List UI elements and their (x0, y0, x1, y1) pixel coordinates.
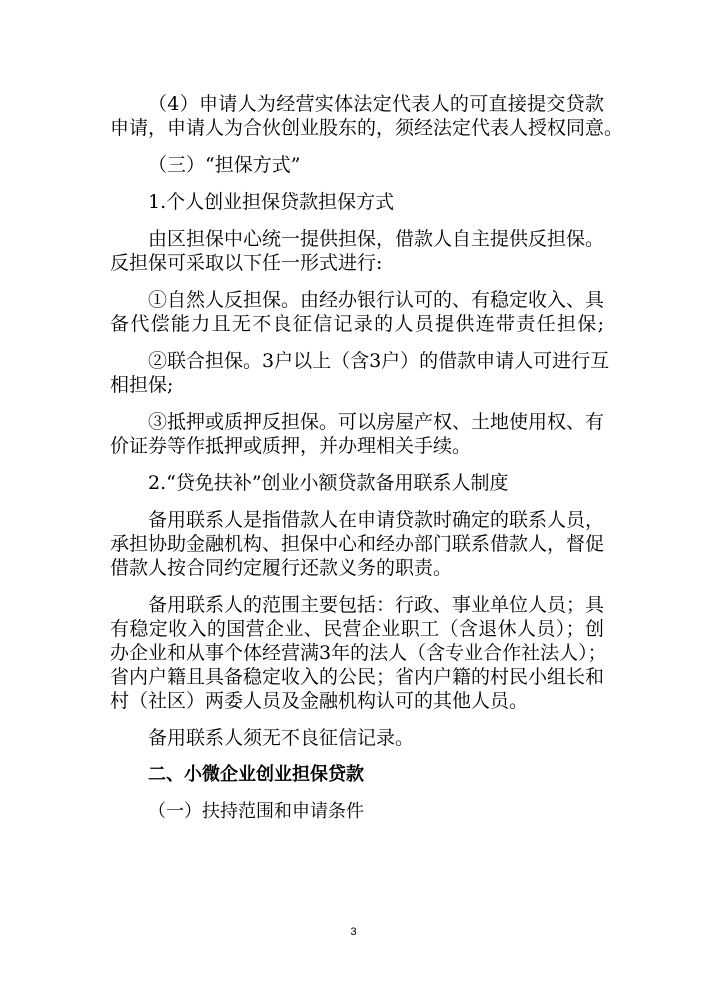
chapter-heading: 二、小微企业创业担保贷款 (148, 764, 364, 785)
subsection-heading: 1.个人创业担保贷款担保方式 (148, 191, 395, 213)
paragraph-line: 承担协助金融机构、担保中心和经办部门联系借款人，督促 (110, 533, 605, 555)
section-heading: （一）扶持范围和申请条件 (148, 801, 364, 822)
paragraph-line: 借款人按合同约定履行还款义务的职责。 (110, 557, 453, 579)
paragraph-line: 备代偿能力且无不良征信记录的人员提供连带责任担保; (110, 313, 604, 335)
paragraph-line: 由区担保中心统一提供担保，借款人自主提供反担保。 (148, 228, 605, 250)
paragraph-line: 办企业和从事个体经营满3年的法人（含专业合作社法人）； (110, 642, 607, 664)
paragraph-line: ②联合担保。3户以上（含3户）的借款申请人可进行互 (148, 350, 610, 372)
paragraph-line: 备用联系人是指借款人在申请贷款时确定的联系人员， (148, 509, 605, 531)
paragraph-line: 价证券等作抵押或质押，并办理相关手续。 (110, 435, 472, 457)
paragraph-line: 有稳定收入的国营企业、民营企业职工（含退休人员）；创 (110, 618, 604, 640)
section-heading: （三）“担保方式” (148, 154, 301, 176)
paragraph-line: ③抵押或质押反担保。可以房屋产权、土地使用权、有 (148, 411, 605, 433)
document-body (110, 92, 624, 824)
paragraph-line: 相担保; (110, 374, 174, 396)
paragraph-line: 村（社区）两委人员及金融机构认可的其他人员。 (110, 690, 529, 712)
page-number: 3 (350, 926, 357, 938)
subsection-heading: 2.“贷免扶补”创业小额贷款备用联系人制度 (148, 472, 509, 494)
paragraph-line: 申请，申请人为合伙创业股东的，须经法定代表人授权同意。 (110, 117, 624, 139)
paragraph-line: 反担保可采取以下任一形式进行: (110, 252, 383, 274)
paragraph-line: 备用联系人须无不良征信记录。 (148, 727, 415, 749)
paragraph-line: （4）申请人为经营实体法定代表人的可直接提交贷款 (148, 93, 604, 115)
paragraph-line: 省内户籍且具备稳定收入的公民；省内户籍的村民小组长和 (110, 666, 605, 688)
paragraph-line: ①自然人反担保。由经办银行认可的、有稳定收入、具 (148, 289, 605, 311)
paragraph-line: 备用联系人的范围主要包括：行政、事业单位人员；具 (148, 594, 605, 616)
